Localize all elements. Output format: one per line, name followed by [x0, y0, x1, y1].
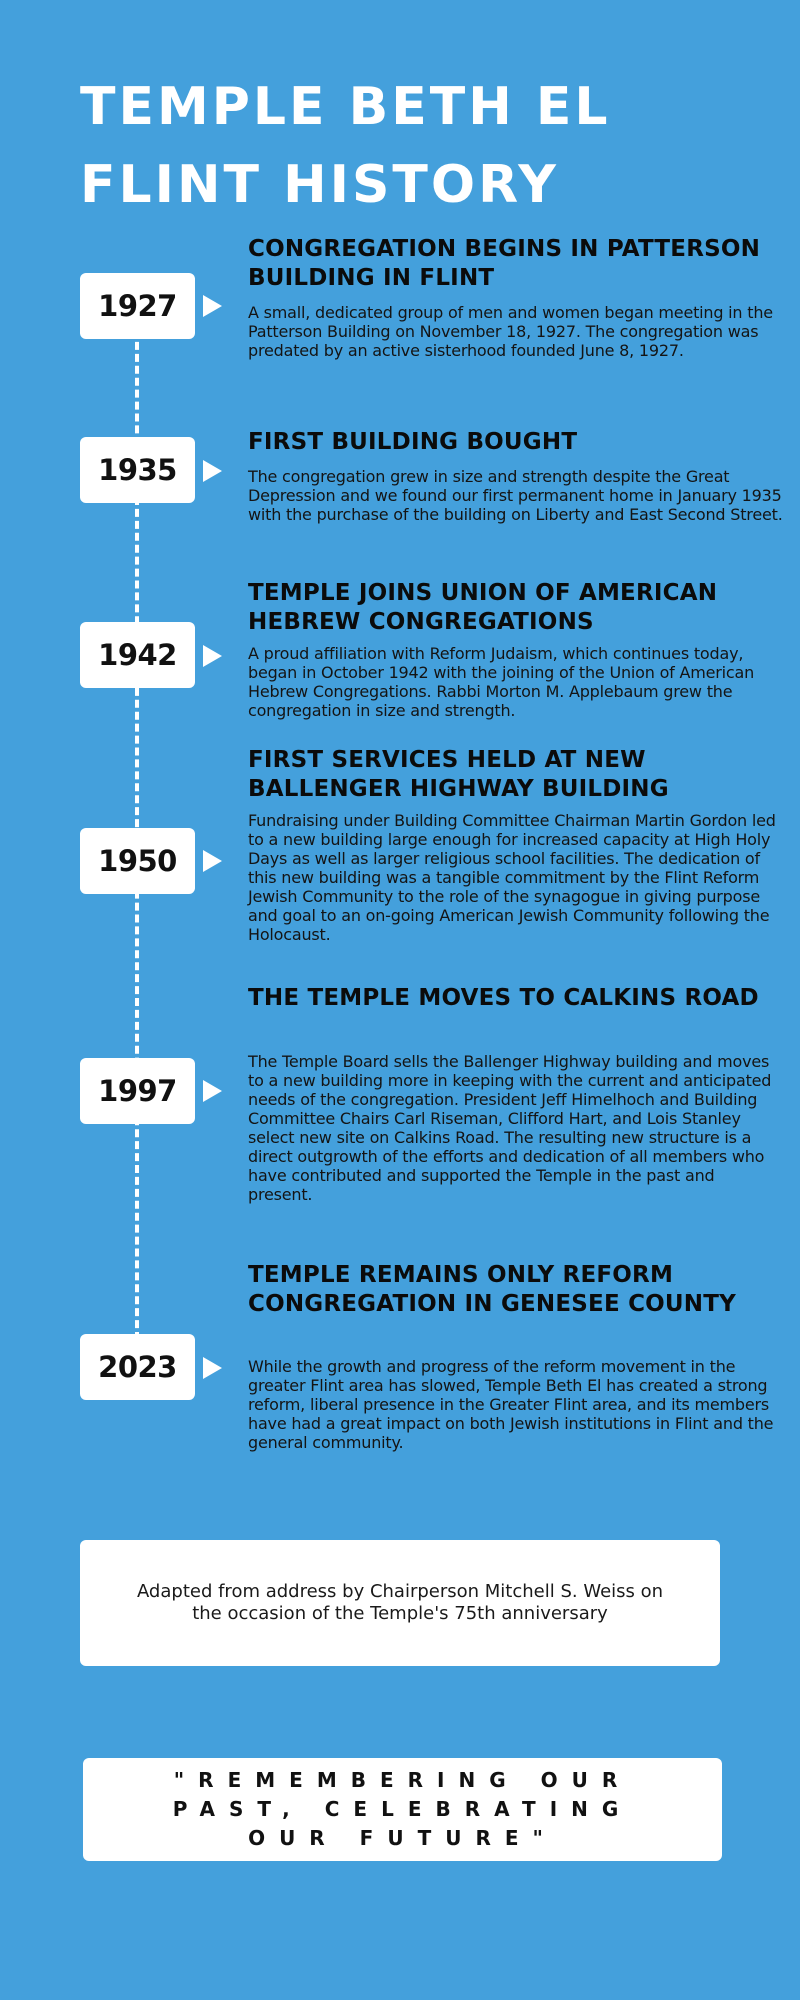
source-note-card: Adapted from address by Chairperson Mitchell S. Weiss on the occasion of the Temple's 75th anniversary: [80, 1540, 720, 1666]
year-badge: 2023: [80, 1334, 195, 1400]
page-title: [80, 68, 611, 224]
event-description: A proud affiliation with Reform Judaism, which continues today, began in October 1942 with the joining of the Union of American Hebrew Congregations. Rabbi Morton M. Applebaum grew the congregation in size and strength.: [248, 644, 755, 720]
pointer-arrow-icon: [203, 850, 222, 872]
pointer-arrow-icon: [203, 645, 222, 667]
event-heading: TEMPLE JOINS UNION OF AMERICAN HEBREW CONGREGATIONS: [248, 580, 718, 635]
event-heading: FIRST SERVICES HELD AT NEW BALLENGER HIGHWAY BUILDING: [248, 747, 669, 802]
page-title-line-1: TEMPLE BETH EL: [80, 77, 611, 137]
year-badge: 1942: [80, 622, 195, 688]
year-badge: 1935: [80, 437, 195, 503]
event-description: The congregation grew in size and strength despite the Great Depression and we found our first permanent home in January 1935 with the purchase of the building on Liberty and East Second Street.: [248, 467, 783, 524]
year-badge: 1927: [80, 273, 195, 339]
event-description: A small, dedicated group of men and women began meeting in the Patterson Building on November 18, 1927. The congregation was predated by an active sisterhood founded June 8, 1927.: [248, 303, 773, 360]
event-heading: THE TEMPLE MOVES TO CALKINS ROAD: [248, 985, 759, 1011]
year-badge: 1950: [80, 828, 195, 894]
pointer-arrow-icon: [203, 460, 222, 482]
event-description: While the growth and progress of the reform movement in the greater Flint area has slowed, Temple Beth El has created a strong reform, liberal presence in the Greater Flint area, and its members have had a great impact on both Jewish institutions in Flint and the general community.: [248, 1357, 774, 1452]
event-description: The Temple Board sells the Ballenger Highway building and moves to a new building more in keeping with the current and anticipated needs of the congregation. President Jeff Himelhoch and Building Committee Chairs Carl Riseman, Clifford Hart, and Lois Stanley select new site on Calkins Road. The resulting new structure is a direct outgrowth of the efforts and dedication of all members who have contributed and supported the Temple in the past and present.: [248, 1052, 772, 1204]
motto-quote-card: "REMEMBERING OUR PAST, CELEBRATING OUR FUTURE": [83, 1758, 722, 1861]
event-description: Fundraising under Building Committee Chairman Martin Gordon led to a new building large enough for increased capacity at High Holy Days as well as larger religious school facilities. The dedication of this new building was a tangible commitment by the Flint Reform Jewish Community to the role of the synagogue in giving purpose and goal to an on-going American Jewish Community following the Holocaust.: [248, 811, 776, 944]
event-heading: TEMPLE REMAINS ONLY REFORM CONGREGATION IN GENESEE COUNTY: [248, 1262, 736, 1317]
pointer-arrow-icon: [203, 1357, 222, 1379]
pointer-arrow-icon: [203, 295, 222, 317]
page-title-line-2: FLINT HISTORY: [80, 155, 559, 215]
year-badge: 1997: [80, 1058, 195, 1124]
event-heading: FIRST BUILDING BOUGHT: [248, 429, 578, 455]
event-heading: CONGREGATION BEGINS IN PATTERSON BUILDING IN FLINT: [248, 236, 761, 291]
pointer-arrow-icon: [203, 1080, 222, 1102]
